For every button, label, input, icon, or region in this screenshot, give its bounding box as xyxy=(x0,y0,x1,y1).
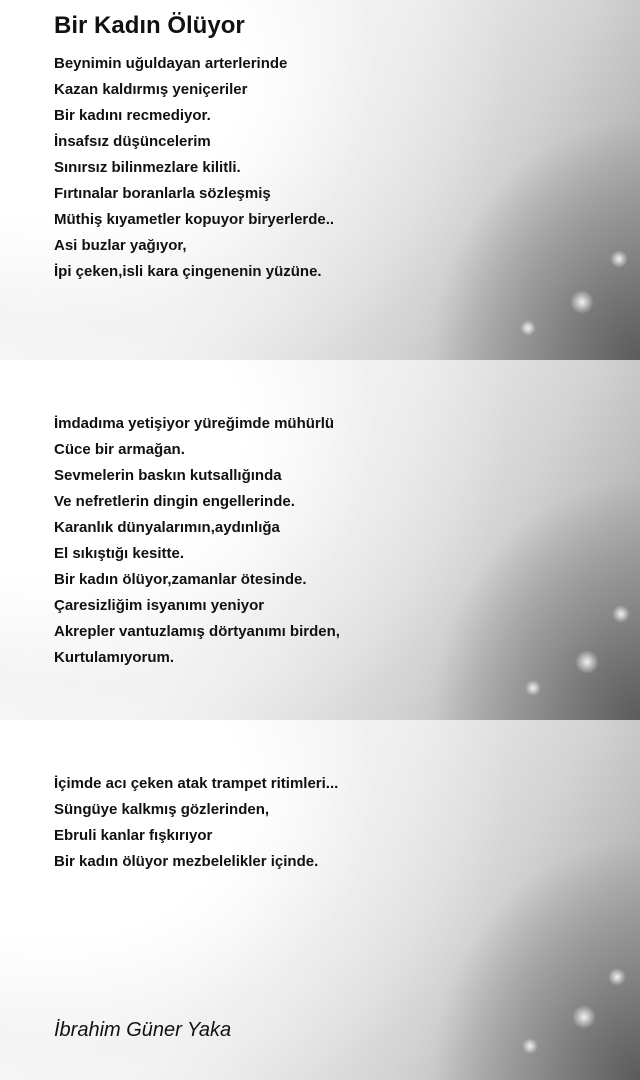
poem-line: El sıkıştığı kesitte. xyxy=(54,545,185,562)
poem-line: Akrepler vantuzlamış dörtyanımı birden, xyxy=(54,623,340,640)
sparkle-decoration xyxy=(608,968,626,986)
poem-line: Bir kadını recmediyor. xyxy=(54,107,211,124)
poem-line: Kazan kaldırmış yeniçeriler xyxy=(54,81,248,98)
poem-stanza-3 xyxy=(54,771,338,875)
poem-line: Beynimin uğuldayan arterlerinde xyxy=(54,55,288,72)
poem-panel-1 xyxy=(0,0,640,360)
poem-line: Müthiş kıyametler kopuyor biryerlerde.. xyxy=(54,211,335,228)
sparkle-decoration xyxy=(575,650,599,674)
sparkle-decoration xyxy=(610,250,628,268)
poem-panel-3 xyxy=(0,720,640,1080)
poem-line: Bir kadın ölüyor mezbelelikler içinde. xyxy=(54,853,319,870)
poem-line: Çaresizliğim isyanımı yeniyor xyxy=(54,597,265,614)
poem-line: İnsafsız düşüncelerim xyxy=(54,133,211,150)
poem-line: İpi çeken,isli kara çingenenin yüzüne. xyxy=(54,263,322,280)
sparkle-decoration xyxy=(522,1038,538,1054)
poem-line: Bir kadın ölüyor,zamanlar ötesinde. xyxy=(54,571,307,588)
poem-stanza-2 xyxy=(54,411,340,671)
poem-line: Ebruli kanlar fışkırıyor xyxy=(54,827,213,844)
sparkle-decoration xyxy=(520,320,536,336)
poem-title: Bir Kadın Ölüyor xyxy=(54,12,245,39)
poem-line: Karanlık dünyalarımın,aydınlığa xyxy=(54,519,280,536)
poem-line: Fırtınalar boranlarla sözleşmiş xyxy=(54,185,271,202)
poem-stanza-1 xyxy=(54,51,334,285)
sparkle-decoration xyxy=(612,605,630,623)
sparkle-decoration xyxy=(570,290,594,314)
poem-panel-2 xyxy=(0,360,640,720)
poem-line: Sınırsız bilinmezlare kilitli. xyxy=(54,159,241,176)
poem-line: Asi buzlar yağıyor, xyxy=(54,237,187,254)
poem-line: Cüce bir armağan. xyxy=(54,441,185,458)
poem-line: İçimde acı çeken atak trampet ritimleri... xyxy=(54,775,339,792)
poem-line: Ve nefretlerin dingin engellerinde. xyxy=(54,493,295,510)
sparkle-decoration xyxy=(525,680,541,696)
poem-line: Sevmelerin baskın kutsallığında xyxy=(54,467,282,484)
poem-author: İbrahim Güner Yaka xyxy=(54,1019,232,1041)
poem-line: İmdadıma yetişiyor yüreğimde mühürlü xyxy=(54,415,335,432)
poem-line: Kurtulamıyorum. xyxy=(54,649,175,666)
sparkle-decoration xyxy=(572,1005,596,1029)
poem-line: Süngüye kalkmış gözlerinden, xyxy=(54,801,270,818)
